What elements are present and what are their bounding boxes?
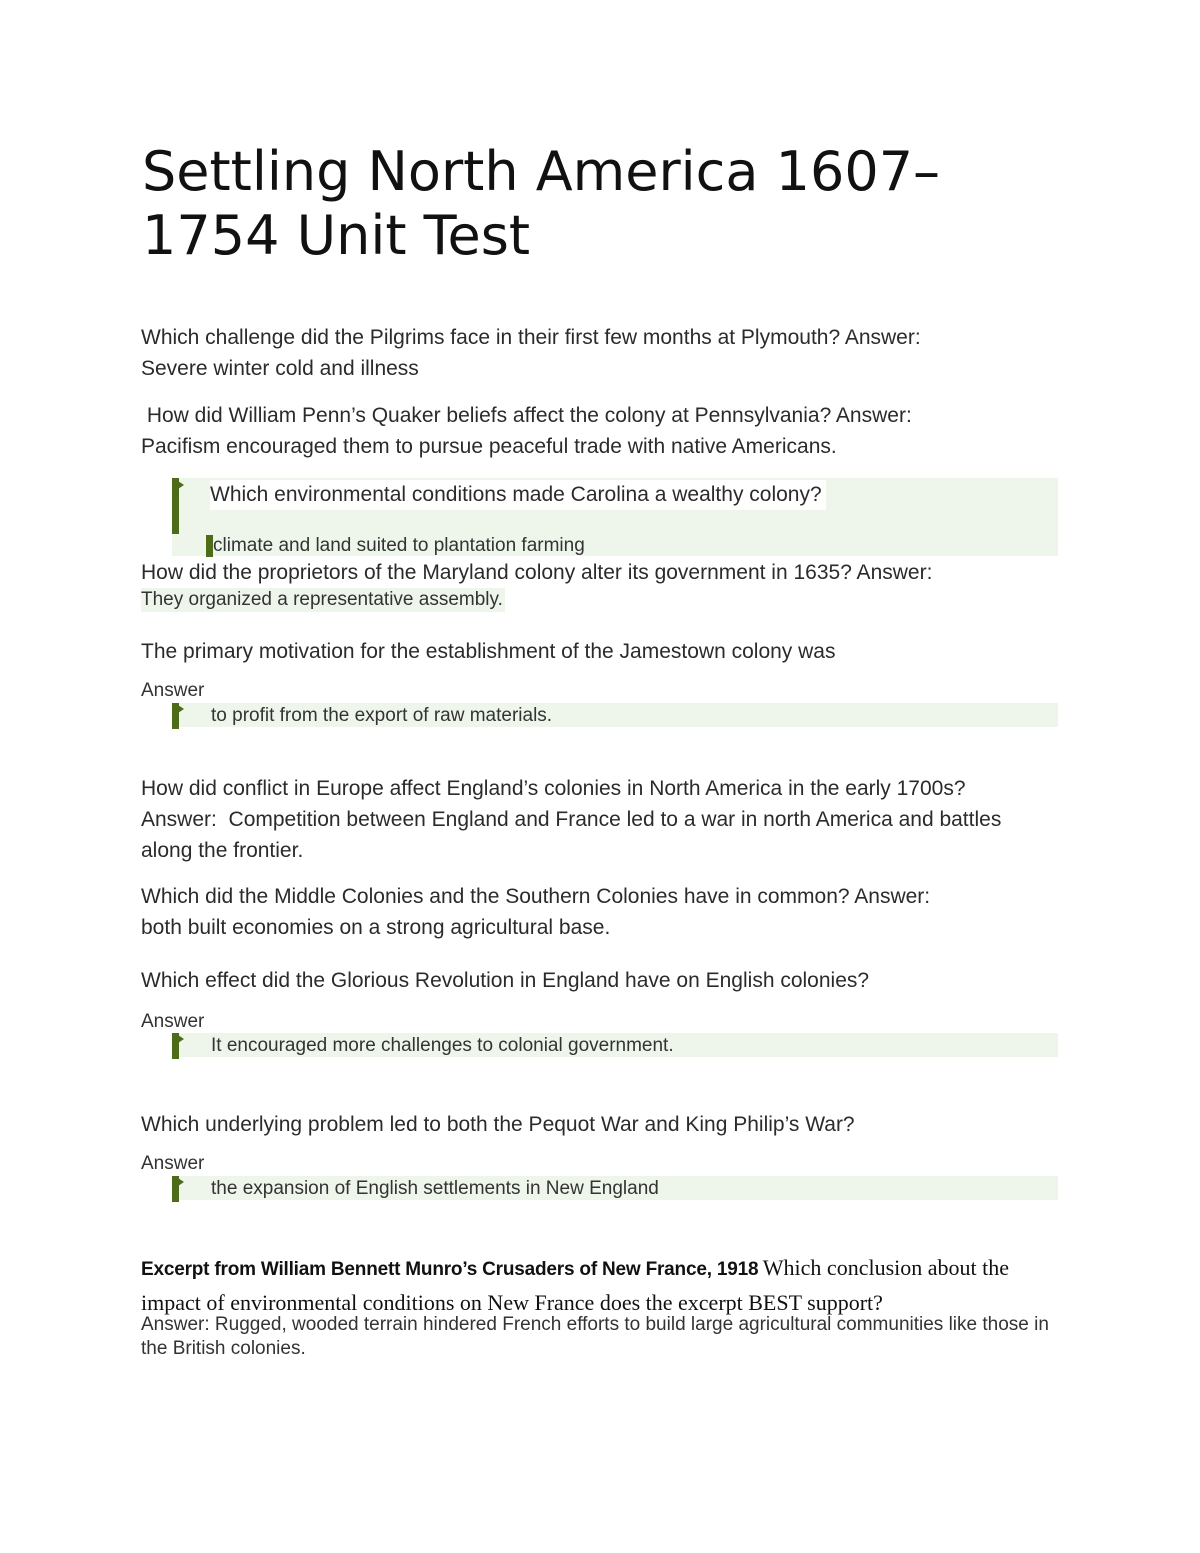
question-10-source: Excerpt from William Bennett Munro’s Crusaders of New France, 1918: [141, 1259, 759, 1280]
question-8-text: Which effect did the Glorious Revolution in England have on English colonies?: [141, 969, 870, 992]
question-2-text: How did William Penn’s Quaker beliefs affect the colony at Pennsylvania? Answer:: [141, 404, 912, 427]
question-8-answer: It encouraged more challenges to colonial government.: [211, 1035, 674, 1056]
question-4-text: How did the proprietors of the Maryland colony alter its government in 1635? Answer:: [141, 561, 933, 584]
question-1-answer: Severe winter cold and illness: [141, 357, 419, 380]
question-1: [141, 322, 1041, 384]
question-10-text: Which conclusion about the impact of environmental conditions on New France does the excerpt BEST support?: [141, 1255, 1009, 1315]
question-2-answer: Pacifism encouraged them to pursue peaceful trade with native Americans.: [141, 435, 837, 458]
flag-icon: [172, 1176, 190, 1202]
question-6-text: How did conflict in Europe affect England’s colonies in North America in the early 1700s? Answer: Competition between England and France led to a war in north America and battles along the frontier.: [141, 777, 1008, 862]
question-1-text: Which challenge did the Pilgrims face in their first few months at Plymouth? Answer:: [141, 326, 921, 349]
question-5-answer: to profit from the export of raw materials.: [211, 705, 553, 726]
question-3-answer: climate and land suited to plantation farming: [213, 535, 585, 556]
question-8-answer-label: Answer: [141, 1011, 205, 1032]
flag-icon: [172, 703, 190, 729]
question-10-answer: Answer: Rugged, wooded terrain hindered French efforts to build large agricultural communities like those in the British colonies.: [141, 1314, 1049, 1359]
question-3-text: Which environmental conditions made Carolina a wealthy colony?: [210, 480, 826, 510]
question-5-text: The primary motivation for the establishment of the Jamestown colony was: [141, 640, 836, 663]
flag-icon: [172, 1033, 190, 1059]
question-7: [141, 881, 1041, 943]
question-4-answer: They organized a representative assembly.: [141, 589, 503, 610]
question-9-answer-label: Answer: [141, 1153, 205, 1174]
page-title: Settling North America 1607–1754 Unit Test: [142, 140, 941, 267]
question-5-answer-label: Answer: [141, 680, 205, 701]
question-9-text: Which underlying problem led to both the Pequot War and King Philip’s War?: [141, 1113, 855, 1136]
question-9-answer: the expansion of English settlements in New England: [211, 1178, 659, 1199]
answer-marker-icon: [206, 535, 213, 557]
question-7-answer: both built economies on a strong agricultural base.: [141, 916, 611, 939]
question-2: [141, 400, 1041, 462]
question-7-text: Which did the Middle Colonies and the Southern Colonies have in common? Answer:: [141, 885, 931, 908]
flag-pennant-icon: [178, 481, 184, 489]
question-10: [141, 1252, 1061, 1322]
